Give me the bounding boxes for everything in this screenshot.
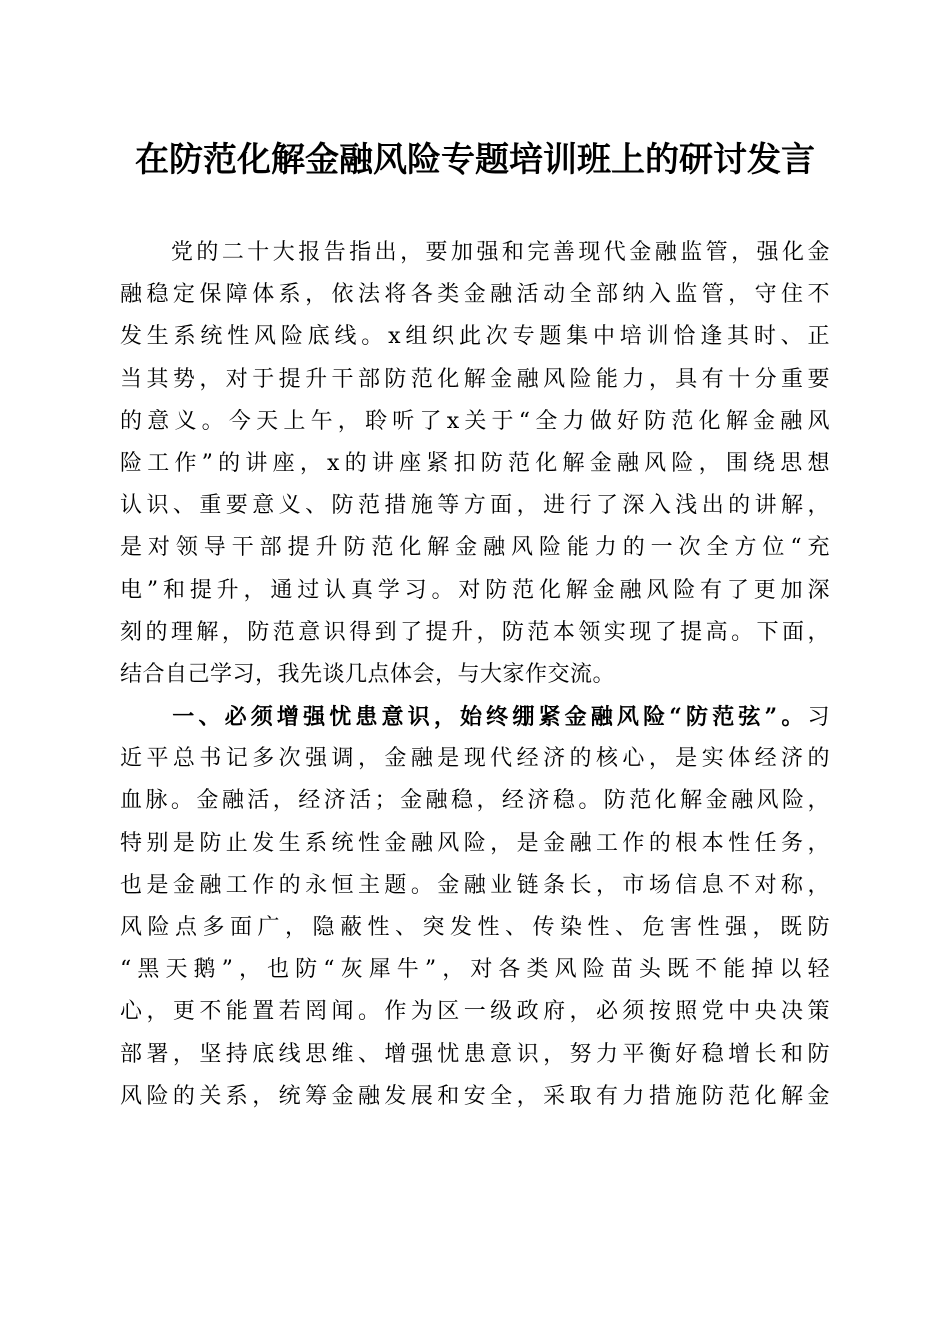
text-line: 的意义。今天上午，聆听了x关于“全力做好防范化解金融风 xyxy=(120,408,830,434)
text-line: “黑天鹅”，也防“灰犀牛”，对各类风险苗头既不能掉以轻 xyxy=(120,957,830,983)
text-line: 风险点多面广，隐蔽性、突发性、传染性、危害性强，既防 xyxy=(120,915,830,940)
text-line: 当其势，对于提升干部防范化解金融风险能力，具有十分重要 xyxy=(120,366,830,392)
text-line: 是对领导干部提升防范化解金融风险能力的一次全方位“充 xyxy=(120,535,830,561)
text-line: 党的二十大报告指出，要加强和完善现代金融监管，强化金 xyxy=(120,240,830,265)
document-title: 在防范化解金融风险专题培训班上的研讨发言 xyxy=(135,140,815,180)
text-line: 部署，坚持底线思维、增强忧患意识，努力平衡好稳增长和防 xyxy=(120,1041,830,1067)
section-one xyxy=(120,696,830,1118)
text-line: 险工作”的讲座，x的讲座紧扣防范化解金融风险，围绕思想 xyxy=(120,450,830,476)
text-line: 风险的关系，统筹金融发展和安全，采取有力措施防范化解金 xyxy=(120,1083,830,1109)
paragraph-intro xyxy=(120,232,830,696)
text-line: 也是金融工作的永恒主题。金融业链条长，市场信息不对称， xyxy=(120,872,830,898)
text-line: 刻的理解，防范意识得到了提升，防范本领实现了提高。下面， xyxy=(120,619,830,645)
section-heading-tail: 习 xyxy=(807,705,830,731)
text-line: 电”和提升，通过认真学习。对防范化解金融风险有了更加深 xyxy=(120,577,830,603)
text-line: 结合自己学习，我先谈几点体会，与大家作交流。 xyxy=(120,661,616,687)
text-line: 特别是防止发生系统性金融风险，是金融工作的根本性任务， xyxy=(120,830,830,856)
text-line: 近平总书记多次强调，金融是现代经济的核心，是实体经济的 xyxy=(120,746,830,772)
text-line: 心，更不能置若罔闻。作为区一级政府，必须按照党中央决策 xyxy=(120,999,830,1025)
section-heading-line xyxy=(120,696,830,738)
text-line: 血脉。金融活，经济活；金融稳，经济稳。防范化解金融风险， xyxy=(120,788,830,814)
text-line: 发生系统性风险底线。x组织此次专题集中培训恰逢其时、正 xyxy=(120,324,830,350)
section-heading: 一、必须增强忧患意识，始终绷紧金融风险“防范弦”。 xyxy=(120,704,808,731)
text-line: 融稳定保障体系，依法将各类金融活动全部纳入监管，守住不 xyxy=(120,282,830,308)
document-body xyxy=(120,232,830,1118)
text-line: 认识、重要意义、防范措施等方面，进行了深入浅出的讲解， xyxy=(120,493,830,519)
